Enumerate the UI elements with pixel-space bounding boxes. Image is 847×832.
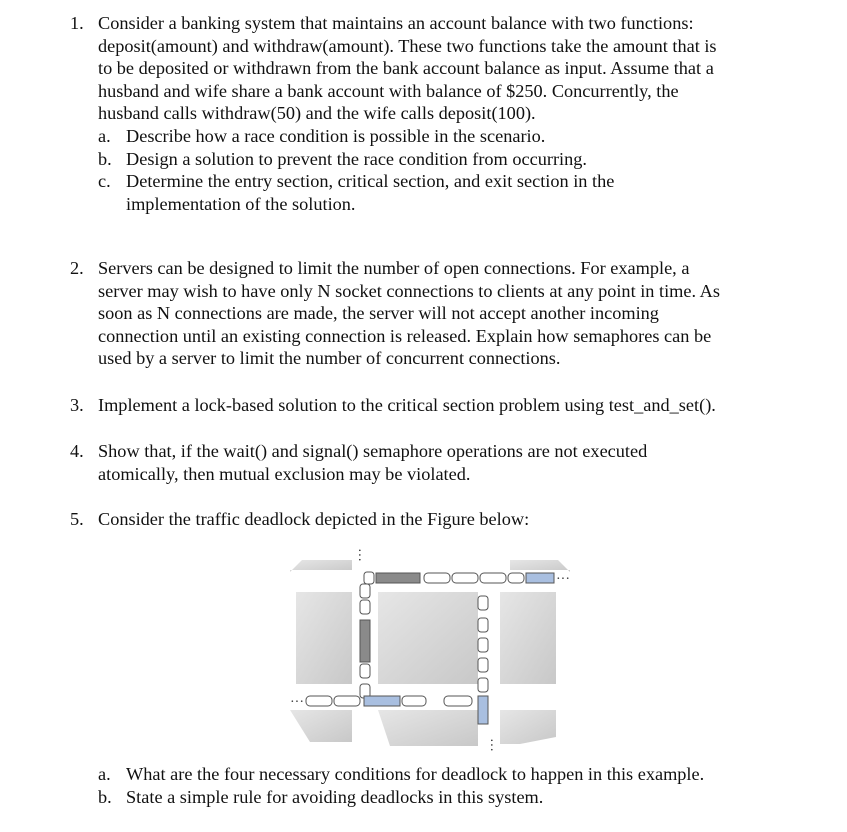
subpart-a	[70, 125, 830, 148]
subpart-label: b.	[98, 148, 112, 169]
text-line: Servers can be designed to limit the number of open connections. For example, a	[98, 258, 690, 278]
city-block	[500, 710, 556, 744]
subpart-list	[70, 125, 830, 215]
city-block	[510, 560, 570, 572]
question-number: 2.	[70, 258, 84, 278]
bottom-lane-cars	[306, 696, 472, 706]
question-text	[98, 394, 798, 417]
subpart-text: Describe how a race condition is possible in the scenario.	[126, 126, 546, 146]
ellipsis-icon: ···	[290, 695, 304, 710]
subpart-text: Design a solution to prevent the race condition from occurring.	[126, 148, 587, 169]
car	[480, 573, 506, 583]
car	[402, 696, 426, 706]
traffic-deadlock-figure	[290, 532, 570, 752]
ellipsis-icon: ···	[483, 738, 498, 752]
city-block	[378, 710, 478, 746]
city-blocks	[290, 560, 570, 746]
question-text	[98, 257, 798, 370]
question-number: 4.	[70, 441, 84, 461]
text-line: atomically, then mutual exclusion may be violated.	[98, 463, 471, 484]
car	[364, 572, 374, 584]
text-line: Implement a lock-based solution to the critical section problem using test_and_set().	[98, 395, 716, 415]
car	[360, 600, 370, 614]
text-line: deposit(amount) and withdraw(amount). These two functions take the amount that is	[98, 35, 717, 56]
car	[360, 664, 370, 678]
question-text	[98, 12, 798, 125]
subpart-c	[70, 170, 830, 193]
car	[478, 678, 488, 692]
text-line: to be deposited or withdrawn from the bank account balance as input. Assume that a	[98, 58, 714, 79]
car	[334, 696, 360, 706]
city-block	[378, 592, 478, 684]
bus	[526, 573, 554, 583]
text-line: server may wish to have only N socket connections to clients at any point in time. As	[98, 280, 720, 301]
car	[478, 638, 488, 652]
top-lane-cars	[364, 572, 554, 584]
car	[424, 573, 450, 583]
subpart-label: a.	[98, 764, 111, 784]
text-line: connection until an existing connection is released. Explain how semaphores can be	[98, 325, 712, 346]
text-line: used by a server to limit the number of concurrent connections.	[98, 348, 561, 369]
text-line: soon as N connections are made, the server will not accept another incoming	[98, 303, 659, 324]
text-line: Show that, if the wait() and signal() semaphore operations are not executed	[98, 441, 648, 461]
city-block	[290, 560, 352, 572]
city-block	[296, 592, 352, 684]
ellipsis-icon: ···	[351, 548, 366, 562]
subpart-c-continuation	[70, 193, 830, 216]
truck	[376, 573, 420, 583]
text-line: husband calls withdraw(50) and the wife calls deposit(100).	[98, 103, 536, 124]
city-block	[290, 710, 352, 742]
truck	[360, 620, 370, 662]
car	[306, 696, 332, 706]
question-number: 3.	[70, 395, 84, 415]
subpart-text: Determine the entry section, critical section, and exit section in the	[126, 171, 615, 192]
text-line: husband and wife share a bank account with balance of $250. Concurrently, the	[98, 80, 679, 101]
car	[444, 696, 472, 706]
car	[478, 658, 488, 672]
bus	[364, 696, 400, 706]
text-line: Consider the traffic deadlock depicted in the Figure below:	[98, 509, 530, 529]
subpart-text: implementation of the solution.	[126, 193, 356, 214]
text-line: Consider a banking system that maintains an account balance with two functions:	[98, 13, 694, 33]
subpart-b	[70, 786, 830, 809]
subpart-b	[70, 148, 830, 171]
question-number: 1.	[70, 13, 84, 33]
car	[478, 596, 488, 610]
subpart-text: State a simple rule for avoiding deadlocks in this system.	[126, 786, 544, 807]
ellipsis-icon: ···	[556, 572, 570, 587]
subpart-a	[70, 763, 830, 786]
left-lane-cars	[360, 584, 370, 698]
subpart-label: b.	[98, 786, 112, 807]
question-text	[98, 440, 798, 485]
question-text	[98, 508, 798, 531]
car	[478, 618, 488, 632]
question-5-subparts	[70, 763, 830, 808]
city-block	[500, 592, 556, 684]
bus	[478, 696, 488, 724]
subpart-label: a.	[98, 126, 111, 146]
car	[360, 584, 370, 598]
subpart-label: c.	[98, 171, 111, 192]
question-number: 5.	[70, 509, 84, 529]
right-lane-cars	[478, 596, 488, 724]
subpart-text: What are the four necessary conditions for deadlock to happen in this example.	[126, 764, 705, 784]
car	[452, 573, 478, 583]
car	[508, 573, 524, 583]
